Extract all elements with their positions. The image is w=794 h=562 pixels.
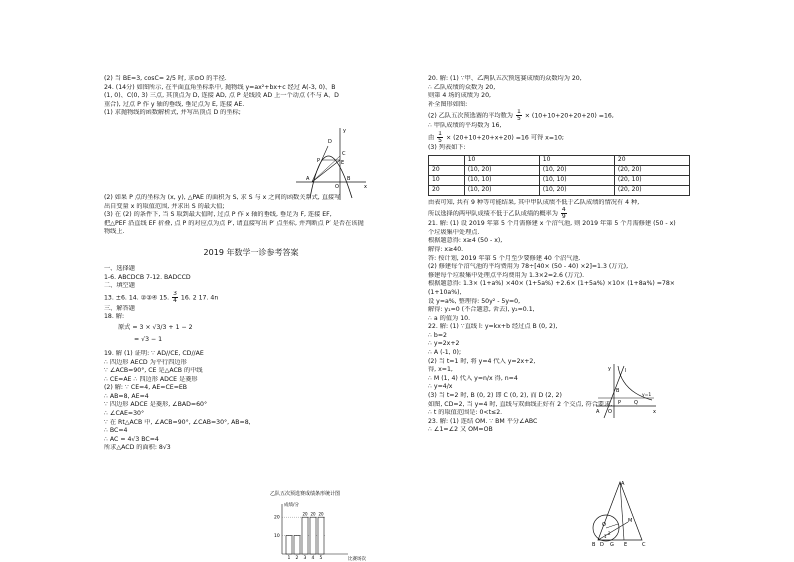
- hyperbola-figure: [594, 362, 658, 420]
- table-cell: (20, 20): [614, 185, 689, 195]
- q21-line: 21. 解: (1) 设 2019 年第 5 个月需修建 x 个沼气池, 则 2019 年第 5 个月需修建 (50 - x): [428, 220, 676, 228]
- fill-answers: 13. ±6. 14. ②③④ 15. $\frac{3}{4}$ 16. 2 17. 4n: [104, 290, 219, 304]
- q21-line: (1+10a%),: [428, 288, 462, 296]
- label-angle-1: 1: [604, 534, 607, 539]
- table-cell: 10: [539, 155, 614, 165]
- fraction: $\frac{3}{4}$: [173, 290, 177, 304]
- q19-line: ∵ ∠ACB=90°, CE 是△ACB 的中线: [104, 367, 203, 375]
- q18-expression: 原式 = 3 × √3/3 + 1 − 2: [118, 323, 193, 331]
- section-heading: 一、选择题: [104, 264, 135, 272]
- q24-line: 24. (14分) 如图所示, 在平面直角坐标系中, 抛物线 y=ax²+bx+c 经过 A(-3, 0)、B: [104, 83, 336, 91]
- label-p: P: [618, 400, 622, 406]
- label-b: B: [592, 542, 596, 548]
- q20-line: 由 $\frac{1}{5}$ × (20+10+20+x+20) =16 可得 x=10;: [428, 130, 564, 144]
- label-a: A: [596, 409, 600, 415]
- label-b: B: [347, 176, 351, 182]
- q21-line: 根据题意得: x≥4 (50 - x),: [428, 237, 503, 245]
- q20-line: 由表可知, 共有 9 种等可能结果, 其中甲队成绩不低于乙队成绩的情况有 4 种,: [428, 198, 640, 206]
- q22-line: 得, x=1,: [428, 366, 453, 374]
- q20-line: ∴ 甲队成绩的平均数为 16,: [428, 122, 502, 130]
- label-d: D: [328, 139, 332, 145]
- q20-line: (3) 列表如下:: [428, 143, 466, 151]
- q20-line: ∴ 乙队成绩的众数为 20,: [428, 83, 496, 91]
- q22-line: ∴ y=2x+2: [428, 340, 460, 348]
- q19-line: ∴ ∠CAE=30°: [104, 410, 145, 418]
- chart-category-label: 2: [295, 556, 299, 561]
- q18-expression: = √3 − 1: [134, 335, 163, 343]
- chart-bar: [294, 536, 300, 554]
- label-o: O: [608, 409, 612, 415]
- q19-line: ∴ BC=4: [104, 427, 128, 435]
- q21-line: 解得: x≥40.: [428, 245, 464, 253]
- q22-line: ∴ M (1, 4) 代入 y=n/x 得, n=4: [428, 374, 518, 382]
- q21-line: (2) 修建每个沼气池的平均费用为 78÷[40× (50 - 40) ×2]=1.3 (万元),: [428, 263, 629, 271]
- q19-line: ∴ CE=AE ∴ 四边形 ADCE 是菱形: [104, 375, 198, 383]
- table-cell: (10, 20): [464, 165, 539, 175]
- table-cell: (10, 10): [539, 175, 614, 185]
- chart-data-label: 20: [318, 511, 324, 517]
- chart-category-label: 4: [311, 556, 315, 561]
- q24-line: 出自变量 x 的取值范围, 并求出 S 的最大值;: [104, 202, 225, 210]
- q24-line: (1, 0)、C(0, 3) 三点, 其顶点为 D, 连接 AD, 点 P 是线段 AD 上一个动点 (不与 A、D: [104, 92, 339, 100]
- q19-line: ∴ AC = 4√3 BC=4: [104, 435, 159, 443]
- q23-part2: (2) 当 BE=3, cosC= 2/5 时, 求⊙O 的半径.: [104, 75, 227, 82]
- label-b: B: [616, 388, 620, 394]
- chart-category-label: 3: [303, 556, 307, 561]
- q23-line: 23. 解: (1) 连结 OM. ∵ BM 平分∠ABC: [428, 417, 538, 425]
- label-d: D: [600, 542, 604, 548]
- q19-line: ∵ 在 Rt△ACB 中, ∠ACB=90°, ∠CAB=30°, AB=8,: [104, 418, 251, 426]
- q22-line: ∴ A (-1, 0);: [428, 349, 462, 357]
- table-row: [429, 165, 690, 175]
- label-o: O: [602, 522, 606, 528]
- table-cell: [429, 155, 465, 165]
- table-cell: 20: [614, 155, 689, 165]
- q22-line: ∴ t 的取值范围是: 0<t≤2.: [428, 409, 503, 417]
- chart-ytick-label: 10: [274, 534, 280, 540]
- label-y: y: [608, 366, 611, 372]
- label-angle-2: 2: [608, 531, 611, 536]
- triangle-figure: [584, 478, 654, 554]
- table-cell: (10, 20): [539, 185, 614, 195]
- table-cell: 10: [464, 155, 539, 165]
- q20-line: 补全图形如图:: [428, 100, 468, 108]
- table-row: [429, 175, 690, 185]
- label-o: O: [335, 184, 339, 190]
- q21-line: 解得: y₁=0 (不合题意, 舍去), y₂=0.1,: [428, 306, 535, 314]
- q19-line: ∴ AB=8, AE=4: [104, 392, 149, 400]
- q20-line: 则第 4 场的成绩为 20,: [428, 92, 491, 100]
- table-row: [429, 155, 690, 165]
- q24-line: 重合), 过点 P 作 y 轴的垂线, 垂足点为 E, 连接 AE.: [104, 100, 245, 108]
- table-row: [429, 185, 690, 195]
- q21-line: 答: 按计划, 2019 年第 5 个月至少要修建 40 个沼气池.: [428, 254, 581, 262]
- q24-line: 把△PEF 沿直线 EF 折叠, 点 P 的对应点为点 P′, 请直接写出 P′ 点坐标, 并判断点 P′ 是否在该抛: [104, 219, 364, 227]
- label-a: A: [621, 481, 625, 487]
- chart-data-label: 20: [302, 511, 308, 517]
- label-e: E: [341, 160, 345, 166]
- q24-line: (1) 求抛物线的函数解析式, 并写出顶点 D 的坐标;: [104, 109, 241, 117]
- table-cell: 10: [429, 175, 465, 185]
- label-a: A: [306, 176, 310, 182]
- q21-line: 设 y=a%, 整理得: 50y² - 5y=0,: [428, 297, 521, 305]
- label-q: Q: [634, 400, 638, 406]
- q20-line: (2) 乙队五次预选赛的平均数为 $\frac{1}{5}$ × (10+10+20+20+20) =16,: [428, 109, 614, 123]
- parabola-figure: [290, 124, 370, 202]
- chart-data-label: 20: [310, 511, 316, 517]
- label-c: C: [342, 151, 346, 157]
- table-cell: (10, 20): [539, 165, 614, 175]
- q24-line: 物线上.: [104, 228, 125, 236]
- chart-bar: [310, 517, 316, 554]
- q22-line: ∴ b=2: [428, 331, 447, 339]
- label-m: M: [628, 518, 633, 524]
- chart-bar: [286, 536, 292, 554]
- chart-ytick-label: 20: [274, 515, 280, 521]
- table-cell: (10, 10): [464, 175, 539, 185]
- chart-ylabel: 成绩/分: [284, 503, 300, 508]
- section-heading: 二、填空题: [104, 282, 135, 290]
- q20-line: 所以选择的两甲队成绩不低于乙队成绩的概率为 $\frac{4}{9}$: [428, 207, 566, 221]
- q19-line: (2) 解: ∵ CE=4, AE=CE=EB: [104, 384, 188, 392]
- label-y: y: [343, 128, 346, 134]
- fraction: $\frac{1}{5}$: [516, 109, 521, 123]
- answer-title: 2019 年数学一诊参考答案: [203, 247, 299, 257]
- label-e: E: [624, 542, 628, 548]
- chart-bar: [318, 517, 324, 554]
- label-g: G: [610, 542, 614, 548]
- segment-om: [606, 524, 618, 528]
- chart-xlabel: 比赛场次: [348, 557, 366, 562]
- q19-line: 所求△ACD 的面积: 8√3: [104, 444, 171, 452]
- q23-line: ∴ ∠1=∠2 又 OM=OB: [428, 426, 493, 434]
- q19-line: 19. 解 (1) 证明: ∵ AD//CE, CD//AE: [104, 349, 204, 357]
- triangle-abc: [598, 482, 642, 540]
- q22-line: 如图, CD=2, 当 y=4 时, 直线与双曲线正好有 2 个交点, 符合要求,: [428, 400, 613, 408]
- q18-label: 18. 解:: [104, 313, 125, 321]
- section-heading: 三、解答题: [104, 304, 135, 312]
- outcome-table: [428, 155, 690, 196]
- label-l: l: [625, 368, 627, 374]
- q19-line: ∵ 四边形 ADCE 是菱形, ∠BAD=60°: [104, 401, 208, 409]
- q21-line: 修建每个垃圾集中处理点平均费用为 1.3×2=2.6 (万元).: [428, 271, 585, 279]
- label-x: x: [364, 184, 367, 190]
- label-c: C: [642, 542, 646, 548]
- q22-line: (3) 当 t=2 时, B (0, 2) 即 C (0, 2), 而 D (2, 2): [428, 392, 562, 400]
- q21-line: ∴ a 的值为 10.: [428, 314, 471, 322]
- q22-line: ∴ y=4/x: [428, 383, 453, 391]
- table-cell: (10, 20): [464, 185, 539, 195]
- label-x: x: [653, 409, 656, 415]
- chart-title: 乙队五次预选赛成绩条形统计图: [270, 491, 341, 497]
- table-cell: (20, 10): [614, 175, 689, 185]
- bar-chart: [262, 486, 382, 562]
- chart-category-label: 5: [319, 556, 323, 561]
- label-eq: y=1: [642, 393, 652, 398]
- q24-line: (2) 如果 P 点的坐标为 (x, y), △PAE 的面积为 S, 求 S 与 x 之间的函数关系式, 直接写: [104, 193, 341, 201]
- table-cell: 20: [429, 185, 465, 195]
- q24-line: (3) 在 (2) 的条件下, 当 S 取到最大值时, 过点 P 作 x 轴的垂线, 垂足为 F, 连接 EF,: [104, 211, 332, 219]
- chart-bar: [302, 517, 308, 554]
- fraction: $\frac{4}{9}$: [561, 207, 566, 221]
- q22-line: 22. 解: (1) ∵直线 l: y=kx+b 经过点 B (0, 2),: [428, 323, 558, 331]
- segment-ad: [312, 146, 328, 182]
- q22-line: (2) 当 t=1 时, 将 y=4 代入 y=2x+2,: [428, 357, 536, 365]
- label-p: P: [317, 158, 321, 164]
- fraction: $\frac{1}{5}$: [438, 130, 442, 144]
- q20-line: 20. 解: (1) ∵甲、乙两队五次预选赛成绩的众数均为 20,: [428, 75, 582, 82]
- table-cell: 20: [429, 165, 465, 175]
- chart-category-label: 1: [287, 556, 291, 561]
- table-cell: (20, 20): [614, 165, 689, 175]
- choice-answers: 1-6. ABCDCB 7-12. BADCCD: [104, 273, 191, 281]
- q21-line: 根据题意得: 1.3× (1+a%) ×40× (1+5a%) +2.6× (1+5a%) ×10× (1+8a%) =78×: [428, 280, 675, 288]
- q19-line: ∴ 四边形 AECD 为平行四边形: [104, 358, 187, 366]
- q21-line: 个垃圾集中处理点.: [428, 228, 480, 236]
